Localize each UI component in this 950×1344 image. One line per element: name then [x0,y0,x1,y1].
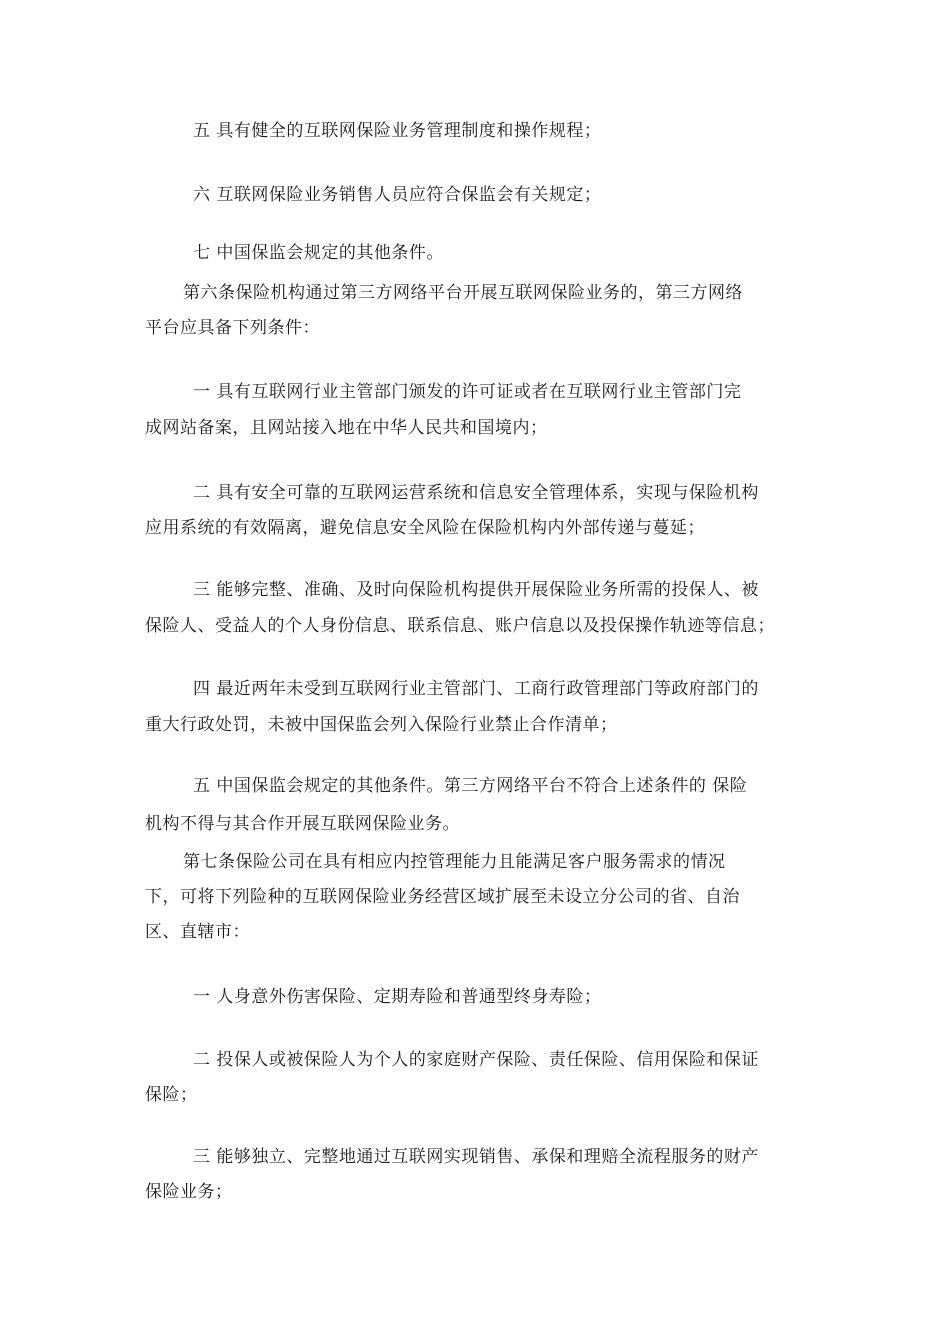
paragraph-line: 三 能够完整、准确、及时向保险机构提供开展保险业务所需的投保人、被 [193,580,759,600]
paragraph-line: 四 最近两年未受到互联网行业主管部门、工商行政管理部门等政府部门的 [193,679,759,699]
paragraph-line: 一 具有互联网行业主管部门颁发的许可证或者在互联网行业主管部门完 [193,382,742,402]
paragraph-line: 七 中国保监会规定的其他条件。 [193,243,444,263]
paragraph-line: 下，可将下列险种的互联网保险业务经营区域扩展至未设立分公司的省、自治 [145,887,740,907]
paragraph-line: 五 中国保监会规定的其他条件。第三方网络平台不符合上述条件的 保险 [193,776,748,796]
paragraph-line: 应用系统的有效隔离，避免信息安全风险在保险机构内外部传递与蔓延； [145,518,705,538]
paragraph-line: 五 具有健全的互联网保险业务管理制度和操作规程； [193,121,602,141]
paragraph-line: 区、直辖市： [145,922,250,942]
paragraph-line: 平台应具备下列条件： [145,318,320,338]
paragraph-line: 重大行政处罚，未被中国保监会列入保险行业禁止合作清单； [145,715,618,735]
paragraph-line: 三 能够独立、完整地通过互联网实现销售、承保和理赔全流程服务的财产 [193,1147,759,1167]
paragraph-line: 二 具有安全可靠的互联网运营系统和信息安全管理体系，实现与保险机构 [193,483,759,503]
paragraph-line: 二 投保人或被保险人为个人的家庭财产保险、责任保险、信用保险和保证 [193,1050,759,1070]
paragraph-line: 机构不得与其合作开展互联网保险业务。 [145,814,460,834]
paragraph-line: 保险业务； [145,1182,233,1202]
paragraph-line: 保险人、受益人的个人身份信息、联系信息、账户信息以及投保操作轨迹等信息； [145,616,775,636]
paragraph-line: 六 互联网保险业务销售人员应符合保监会有关规定； [193,185,602,205]
article-heading-line: 第六条保险机构通过第三方网络平台开展互联网保险业务的，第三方网络 [183,283,743,303]
paragraph-line: 一 人身意外伤害保险、定期寿险和普通型终身寿险； [193,987,602,1007]
paragraph-line: 成网站备案，且网站接入地在中华人民共和国境内； [145,418,548,438]
article-heading-line: 第七条保险公司在具有相应内控管理能力且能满足客户服务需求的情况 [183,852,726,872]
paragraph-line: 保险； [145,1085,198,1105]
